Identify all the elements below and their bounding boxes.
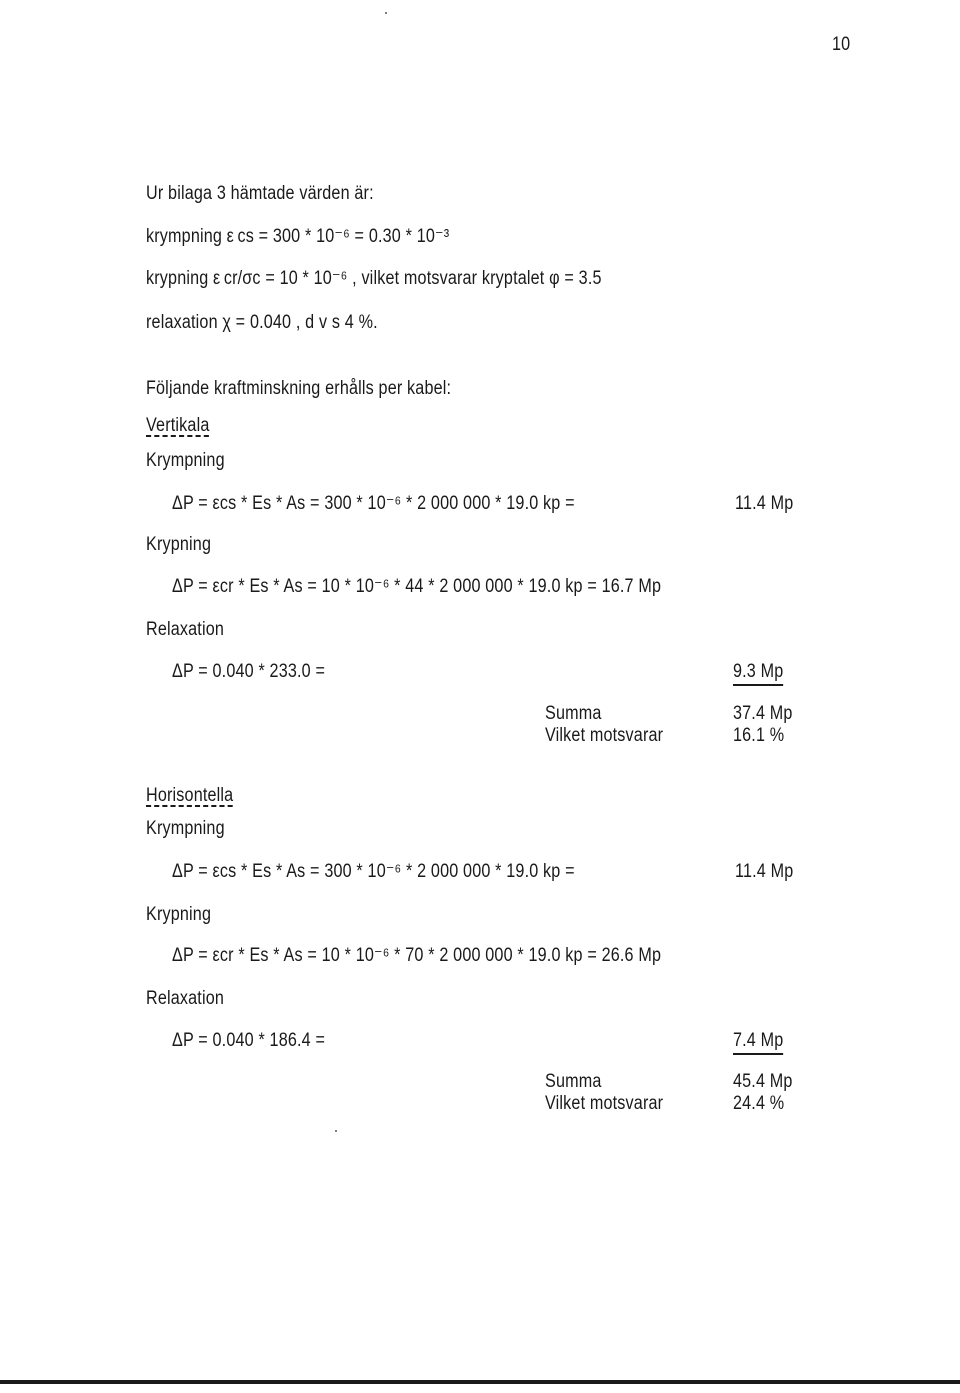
horisontella-krypning-formula: ΔP = εcr * Es * As = 10 * 10⁻⁶ * 70 * 2 000 000 * 19.0 kp = 26.6 Mp	[172, 945, 662, 966]
horisontella-relaxation-formula: ΔP = 0.040 * 186.4 =	[172, 1030, 326, 1051]
horisontella-summa-value: 45.4 Mp	[733, 1071, 793, 1092]
horisontella-krympning-label: Krympning	[146, 818, 225, 839]
scan-bottom-edge	[0, 1380, 960, 1384]
horisontella-krympning-value: 11.4 Mp	[735, 861, 794, 882]
vertikala-motsvarar-value: 16.1 %	[733, 725, 785, 746]
vertikala-summa-label: Summa	[545, 703, 602, 724]
scan-speck	[335, 1130, 337, 1132]
intro-krypning-line: krypning ε cr/σc = 10 * 10⁻⁶ , vilket motsvarar kryptalet φ = 3.5	[146, 268, 602, 289]
lead-sentence: Följande kraftminskning erhålls per kabel:	[146, 378, 452, 399]
horisontella-heading: Horisontella	[146, 785, 234, 806]
page-number: 10	[832, 34, 851, 55]
horisontella-summa-label: Summa	[545, 1071, 602, 1092]
vertikala-krypning-formula: ΔP = εcr * Es * As = 10 * 10⁻⁶ * 44 * 2 000 000 * 19.0 kp = 16.7 Mp	[172, 576, 662, 597]
horisontella-motsvarar-label: Vilket motsvarar	[545, 1093, 664, 1114]
horisontella-relaxation-label: Relaxation	[146, 988, 225, 1009]
vertikala-motsvarar-label: Vilket motsvarar	[545, 725, 664, 746]
horisontella-relaxation-value: 7.4 Mp	[733, 1030, 783, 1055]
vertikala-krympning-formula: ΔP = εcs * Es * As = 300 * 10⁻⁶ * 2 000 000 * 19.0 kp =	[172, 493, 575, 514]
scan-speck	[385, 12, 387, 14]
vertikala-relaxation-value: 9.3 Mp	[733, 661, 783, 686]
intro-krympning-line: krympning ε cs = 300 * 10⁻⁶ = 0.30 * 10⁻³	[146, 226, 450, 247]
vertikala-krypning-label: Krypning	[146, 534, 212, 555]
horisontella-motsvarar-value: 24.4 %	[733, 1093, 785, 1114]
intro-heading: Ur bilaga 3 hämtade värden är:	[146, 183, 374, 204]
vertikala-relaxation-formula: ΔP = 0.040 * 233.0 =	[172, 661, 326, 682]
vertikala-relaxation-label: Relaxation	[146, 619, 225, 640]
vertikala-summa-value: 37.4 Mp	[733, 703, 793, 724]
intro-relaxation-line: relaxation χ = 0.040 , d v s 4 %.	[146, 312, 378, 333]
horisontella-krympning-formula: ΔP = εcs * Es * As = 300 * 10⁻⁶ * 2 000 000 * 19.0 kp =	[172, 861, 575, 882]
vertikala-heading: Vertikala	[146, 415, 210, 436]
vertikala-krympning-label: Krympning	[146, 450, 225, 471]
horisontella-krypning-label: Krypning	[146, 904, 212, 925]
vertikala-krympning-value: 11.4 Mp	[735, 493, 794, 514]
